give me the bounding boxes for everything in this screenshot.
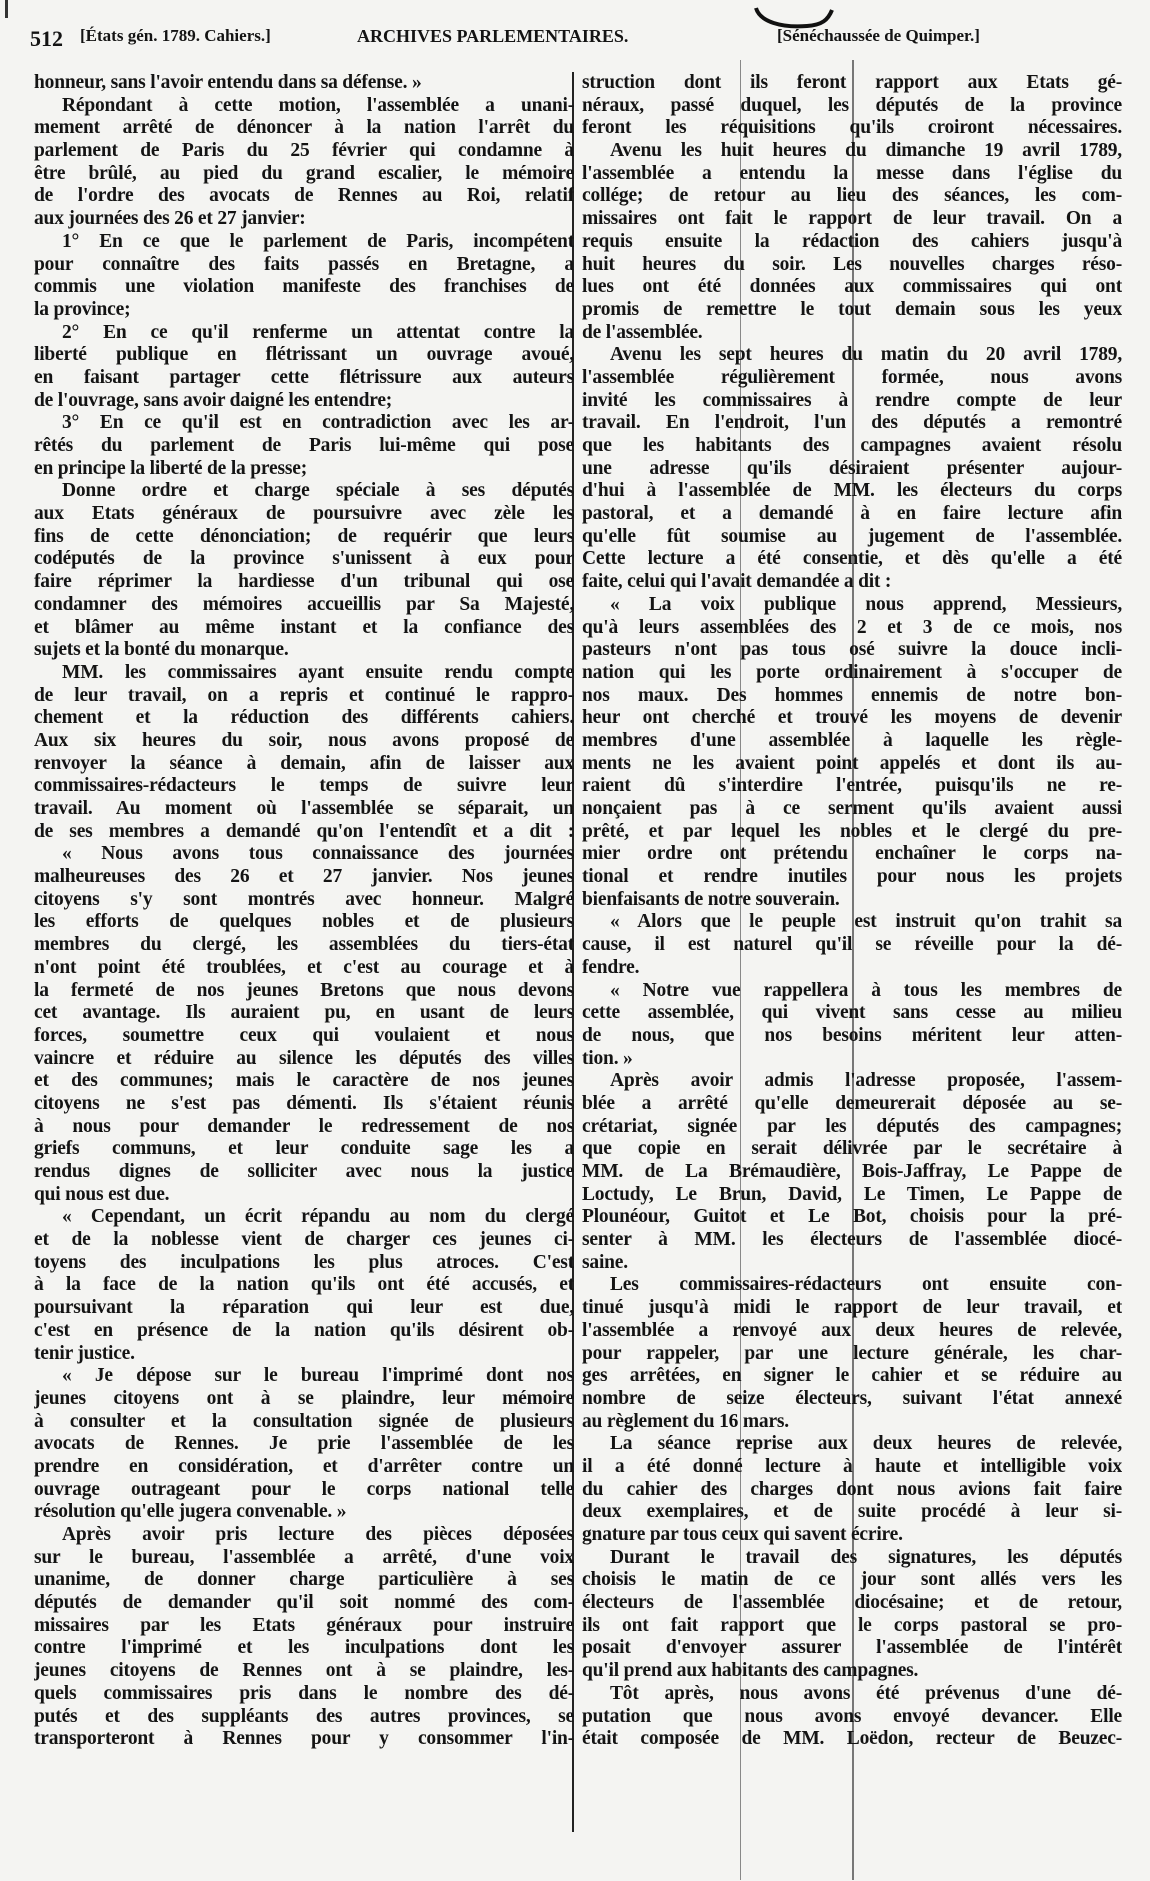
text-line: struction dont ils feront rapport aux Etats gé- [582, 72, 1122, 93]
text-line: que copie en serait délivrée par le secrétaire à [582, 1138, 1122, 1160]
text-line: membres d'une assemblée à laquelle les règle- [582, 729, 1122, 751]
text-line: pastoral, et a demandé à en faire lecture afin [582, 503, 1122, 525]
text-line: en principe la liberté de la presse; [34, 457, 307, 479]
text-line: vaincre et réduire au silence les députés des villes [34, 1047, 574, 1069]
text-line: qui nous est due. [34, 1183, 170, 1205]
text-line: malheureuses des 26 et 27 janvier. Nos jeunes [34, 866, 574, 888]
text-line: nombre de seize électeurs, suivant l'état annexé [582, 1387, 1122, 1409]
text-line: senter à MM. les électeurs de l'assemblée diocé- [582, 1229, 1122, 1251]
text-line: Tôt après, nous avons été prévenus d'une dé- [610, 1682, 1122, 1704]
text-line: jeunes citoyens de Rennes ont à se plaindre, les- [34, 1660, 574, 1682]
text-line: contre l'imprimé et les inculpations dont les [34, 1637, 574, 1659]
text-line: les efforts de quelques nobles et de plusieurs [34, 911, 574, 933]
text-line: néraux, passé duquel, les députés de la province [582, 94, 1122, 116]
text-line: parlement de Paris du 25 février qui condamne à [34, 140, 574, 162]
text-line: heur ont cherché et trouvé les moyens de devenir [582, 707, 1122, 729]
text-line: d'hui à l'assemblée de MM. les électeurs du corps [582, 480, 1122, 502]
text-line: 3° En ce qu'il est en contradiction avec les ar- [62, 412, 574, 434]
text-line: prêté, et par lequel les nobles et le clergé du pre- [582, 820, 1122, 842]
text-line: de leur travail, on a repris et continué le rappro- [34, 684, 574, 706]
text-line: nos maux. Des hommes ennemis de notre bon- [582, 684, 1122, 706]
text-line: pour rappeler, par une lecture générale, les char- [582, 1342, 1122, 1364]
text-line: promis de remettre le tout demain sous les yeux [582, 298, 1122, 320]
text-line: transporteront à Rennes pour y consommer l'in- [34, 1728, 574, 1750]
text-line: ouvrage outrageant pour le corps national telle [34, 1478, 574, 1500]
text-line: que les habitants des campagnes avaient résolu [582, 435, 1122, 456]
text-line: commissaires-rédacteurs le temps de suivre leur [34, 775, 574, 797]
text-line: poursuivant la réparation qui leur est due, [34, 1297, 574, 1319]
text-line: Loctudy, Le Brun, David, Le Timen, Le Pappe de [582, 1183, 1122, 1205]
text-line: ges arrêtées, en signer le cahier et se réduire au [582, 1365, 1122, 1387]
text-line: du cahier des charges dont nous avions fait faire [582, 1478, 1122, 1500]
text-line: prendre en considération, et d'arrêter contre un [34, 1455, 574, 1477]
text-line: forces, soumettre ceux qui voulaient et nous [34, 1024, 574, 1046]
text-line: liberté publique en flétrissant un ouvrage avoué, [34, 344, 574, 366]
text-line: il a été donné lecture à haute et intelligible voix [582, 1455, 1122, 1477]
left-column [34, 72, 574, 1751]
text-line: condamner des mémoires accueillis par Sa Majesté, [34, 593, 574, 615]
text-line: raient dû s'interdire l'entrée, puisqu'ils ne re- [582, 775, 1122, 797]
text-line: qu'il prend aux habitants des campagnes. [582, 1660, 919, 1682]
text-line: à nous pour demander le redressement de nos [34, 1115, 574, 1137]
header-section: [Sénéchaussée de Quimper.] [777, 26, 980, 45]
text-line: l'assemblée a renvoyé aux deux heures de relevée, [582, 1319, 1122, 1341]
text-line: codéputés de la province s'unissent à eux pour [34, 548, 574, 570]
text-line: « Cependant, un écrit répandu au nom du clergé [62, 1206, 574, 1228]
text-line: posait d'envoyer assurer l'assemblée de l'intérêt [582, 1637, 1122, 1659]
text-line: tional et rendre inutiles pour nous les projets [582, 866, 1122, 888]
text-line: « Notre vue rappellera à tous les membres de [610, 979, 1122, 1001]
text-line: Plounéour, Guitot et Le Bot, choisis pour la pré- [582, 1206, 1122, 1228]
text-line: et blâmer au même instant et la confiance des [34, 616, 574, 638]
text-line: jeunes citoyens ont à se plaindre, leur mémoire [34, 1387, 574, 1409]
text-line: de l'ouvrage, sans avoir daigné les entendre; [34, 389, 393, 411]
page-number: 512 [30, 26, 63, 51]
text-line: missaires par les Etats généraux pour instruire [34, 1614, 574, 1636]
text-line: bienfaisants de notre souverain. [582, 888, 840, 910]
text-line: faire réprimer la hardiesse d'un tribunal qui ose [34, 571, 574, 593]
text-line: la province; [34, 298, 131, 320]
text-line: Aux six heures du soir, nous avons proposé de [34, 729, 574, 751]
text-line: MM. les commissaires ayant ensuite rendu compte [62, 661, 574, 683]
text-line: à consulter et la consultation signée de plusieurs [34, 1410, 574, 1432]
text-line: missaires ont fait le rapport de leur travail. On a [582, 208, 1122, 230]
text-line: Répondant à cette motion, l'assemblée a unani- [62, 94, 574, 116]
text-line: toyens des inculpations les plus atroces. C'est [34, 1251, 574, 1273]
text-line: en faisant partager cette flétrissure aux auteurs [34, 366, 574, 388]
text-line: 1° En ce que le parlement de Paris, incompétent [62, 230, 574, 252]
text-line: résolution qu'elle jugera convenable. » [34, 1501, 347, 1523]
text-line: aux Etats généraux de poursuivre avec zèle les [34, 503, 574, 525]
text-line: mement arrêté de dénoncer à la nation l'arrêt du [34, 117, 574, 139]
text-line: commis une violation manifeste des franchises de [34, 276, 574, 298]
text-line: 2° En ce qu'il renferme un attentat contre la [62, 321, 574, 343]
text-line: « Je dépose sur le bureau l'imprimé dont nos [62, 1365, 574, 1387]
text-line: une adresse qu'ils désiraient présenter aujour- [582, 457, 1122, 479]
text-line: deux exemplaires, et de suite procédé à leur si- [582, 1501, 1122, 1523]
text-line: Avenu les sept heures du matin du 20 avril 1789, [610, 344, 1122, 366]
text-line: travail. En l'endroit, l'un des députés a remontré [582, 412, 1122, 434]
text-line: et de la noblesse vient de charger ces jeunes ci- [34, 1229, 574, 1251]
page-header [30, 26, 1120, 52]
text-line: blée a arrêté qu'elle demeurerait déposée au se- [582, 1092, 1122, 1114]
text-line: unanime, de donner charge particulière à ses [34, 1569, 574, 1591]
text-line: ils ont fait rapport que le corps pastoral se pro- [582, 1614, 1122, 1636]
text-line: huit heures du soir. Les nouvelles charges réso- [582, 253, 1122, 275]
text-line: tion. » [582, 1047, 633, 1069]
text-line: l'assemblée régulièrement formée, nous avons [582, 366, 1122, 388]
text-line: sujets et la bonté du monarque. [34, 639, 289, 661]
text-line: était composée de MM. Loëdon, recteur de Beuzec- [582, 1728, 1122, 1750]
text-line: de ses membres a demandé qu'on l'entendît et a dit : [34, 820, 574, 842]
text-line: tinué jusqu'à midi le rapport de leur travail, et [582, 1297, 1122, 1319]
right-column [582, 72, 1122, 1751]
text-line: Durant le travail des signatures, les députés [610, 1546, 1122, 1568]
text-line: renvoyer la séance à demain, afin de laisser aux [34, 752, 574, 774]
text-line: de l'assemblée. [582, 321, 703, 343]
text-line: nation qui les porte ordinairement à s'occuper de [582, 661, 1122, 683]
header-volume: [États gén. 1789. Cahiers.] [80, 26, 271, 45]
text-line: fins de cette dénonciation; de requérir que leurs [34, 525, 574, 547]
text-line: putation que nous avons envoyé devancer. Elle [582, 1705, 1122, 1727]
text-line: putés et des suppléants des autres provinces, se [34, 1705, 574, 1727]
text-line: fendre. [582, 956, 640, 978]
text-line: « Nous avons tous connaissance des journées [62, 843, 574, 865]
text-line: cet avantage. Ils auraient pu, en usant de leurs [34, 1002, 574, 1024]
text-line: membres du clergé, les assemblées du tiers-état [34, 934, 574, 956]
text-line: quels commissaires pris dans le nombre des dé- [34, 1682, 574, 1704]
text-line: pasteurs n'ont pas tous osé suivre la douce incli- [582, 639, 1122, 661]
text-line: de nous, que nos besoins méritent leur atten- [582, 1024, 1122, 1046]
text-line: de l'ordre des avocats de Rennes au Roi, relatif [34, 185, 574, 207]
text-line: mier ordre ont prétendu enchaîner le corps na- [582, 843, 1122, 865]
text-line: travail. Au moment où l'assemblée se séparait, un [34, 798, 574, 819]
text-line: tenir justice. [34, 1342, 135, 1364]
text-line: Cette lecture a été consentie, et dès qu'elle a été [582, 548, 1122, 570]
text-line: c'est en présence de la nation qu'ils désirent ob- [34, 1319, 574, 1341]
text-line: « Alors que le peuple est instruit qu'on trahit sa [610, 911, 1122, 933]
text-line: gnature par tous ceux qui savent écrire. [582, 1524, 903, 1545]
text-line: Donne ordre et charge spéciale à ses députés [62, 480, 574, 502]
text-line: être brûlé, au pied du grand escalier, le mémoire [34, 162, 574, 184]
text-line: avocats de Rennes. Je prie l'assemblée de les [34, 1433, 574, 1455]
text-line: « La voix publique nous apprend, Messieurs, [610, 593, 1122, 615]
text-line: qu'à leurs assemblées des 2 et 3 de ce mois, nos [582, 616, 1122, 638]
text-line: saine. [582, 1251, 628, 1273]
text-line: à la face de la nation qu'ils ont été accusés, et [34, 1274, 574, 1296]
text-line: électeurs de l'assemblée diocésaine; et de retour, [582, 1592, 1122, 1614]
text-line: feront les réquisitions qu'ils croiront nécessaires. [582, 117, 1122, 139]
text-line: citoyens ne s'est pas démenti. Ils s'étaient réunis [34, 1092, 574, 1114]
scan-edge-mark [5, 0, 8, 18]
text-line: Après avoir admis l'adresse proposée, l'assem- [610, 1070, 1122, 1092]
text-line: MM. de La Brémaudière, Bois-Jaffray, Le Pappe de [582, 1161, 1122, 1182]
text-line: la fermeté de nos jeunes Bretons que nous devons [34, 979, 574, 1001]
text-line: citoyens s'y sont montrés avec honneur. Malgré [34, 888, 574, 910]
text-line: Avenu les huit heures du dimanche 19 avril 1789, [610, 140, 1122, 162]
text-line: chement et la réduction des différents cahiers. [34, 707, 574, 729]
text-line: cette assemblée, qui vivent sans cesse au milieu [582, 1002, 1122, 1024]
text-line: Après avoir pris lecture des pièces déposées [62, 1524, 574, 1545]
text-line: faite, celui qui l'avait demandée a dit : [582, 571, 892, 593]
text-line: députés de demander qu'il soit nommé des com- [34, 1592, 574, 1614]
header-title: ARCHIVES PARLEMENTAIRES. [357, 26, 629, 46]
text-line: au règlement du 16 mars. [582, 1410, 789, 1432]
text-line: lues ont été données aux commissaires qui ont [582, 276, 1122, 298]
text-line: collége; de retour au lieu des séances, les com- [582, 185, 1122, 207]
text-line: cause, il est naturel qu'il se réveille pour la dé- [582, 934, 1122, 956]
text-line: sur le bureau, l'assemblée a arrêté, d'une voix [34, 1546, 574, 1568]
text-line: ments ne les avaient point appelés et dont ils au- [582, 752, 1122, 774]
text-line: rendus dignes de solliciter avec nous la justice [34, 1161, 574, 1182]
text-line: et des communes; mais le caractère de nos jeunes [34, 1070, 574, 1092]
text-line: nonçaient pas à ce serment qu'ils avaient aussi [582, 798, 1122, 819]
text-line: invité les commissaires à rendre compte de leur [582, 389, 1122, 411]
text-line: qu'elle fût soumise au jugement de l'assemblée. [582, 525, 1122, 547]
text-line: rêtés du parlement de Paris lui-même qui pose [34, 435, 574, 456]
text-line: crétariat, signée par les députés des campagnes; [582, 1115, 1122, 1137]
text-line: aux journées des 26 et 27 janvier: [34, 208, 306, 230]
text-line: honneur, sans l'avoir entendu dans sa défense. » [34, 72, 422, 93]
text-line: griefs communs, et leur conduite sage les a [34, 1138, 574, 1160]
text-line: requis ensuite la rédaction des cahiers jusqu'à [582, 230, 1122, 252]
text-line: La séance reprise aux deux heures de relevée, [610, 1433, 1122, 1455]
text-line: pour connaître des faits passés en Bretagne, a [34, 253, 574, 275]
text-line: n'ont point été troublées, et c'est au courage et à [34, 956, 574, 978]
text-line: choisis le matin de ce jour sont allés vers les [582, 1569, 1122, 1591]
text-line: Les commissaires-rédacteurs ont ensuite con- [610, 1274, 1122, 1296]
text-line: l'assemblée a entendu la messe dans l'église du [582, 162, 1122, 184]
